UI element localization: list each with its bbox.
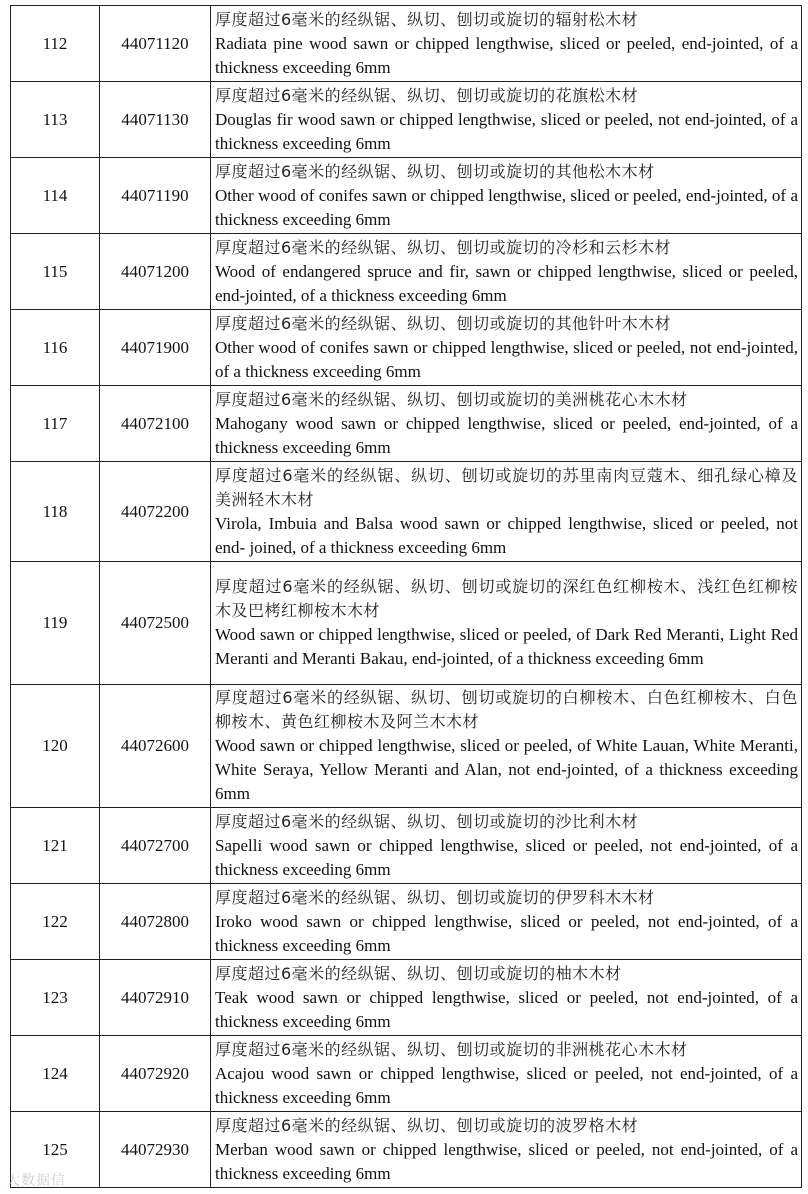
description-cell [211,808,802,884]
table-body [11,6,802,1188]
hs-code: 44071900 [100,310,211,386]
description-en: Teak wood sawn or chipped lengthwise, sliced or peeled, not end-jointed, of a thickness exceeding 6mm [215,987,798,1031]
description-cell [211,386,802,462]
description-cell [211,310,802,386]
description-zh: 厚度超过6毫米的经纵锯、纵切、刨切或旋切的非洲桃花心木木材 [215,1039,688,1059]
description-zh: 厚度超过6毫米的经纵锯、纵切、刨切或旋切的波罗格木材 [215,1115,639,1135]
description-en: Other wood of conifes sawn or chipped lengthwise, sliced or peeled, end-jointed, of a thickness exceeding 6mm [215,185,798,229]
description-zh: 厚度超过6毫米的经纵锯、纵切、刨切或旋切的白柳桉木、白色红柳桉木、白色柳桉木、黄色红柳桉木及阿兰木木材 [215,688,798,731]
row-number: 115 [11,234,100,310]
table-row [11,234,802,310]
description-en: Acajou wood sawn or chipped lengthwise, sliced or peeled, not end-jointed, of a thickness exceeding 6mm [215,1063,798,1107]
row-number: 120 [11,685,100,808]
hs-code: 44071190 [100,158,211,234]
table-row [11,808,802,884]
description-cell [211,82,802,158]
description-cell [211,685,802,808]
hs-code: 44071120 [100,6,211,82]
description-zh: 厚度超过6毫米的经纵锯、纵切、刨切或旋切的美洲桃花心木木材 [215,389,688,409]
table-row [11,386,802,462]
table-row [11,884,802,960]
description-cell [211,1036,802,1112]
table-row [11,6,802,82]
hs-code: 44072100 [100,386,211,462]
row-number: 113 [11,82,100,158]
description-en: Douglas fir wood sawn or chipped lengthwise, sliced or peeled, not end-jointed, of a thickness exceeding 6mm [215,109,798,153]
table-row [11,1112,802,1188]
watermark: 大数据信 [6,1173,66,1189]
description-cell [211,960,802,1036]
description-en: Other wood of conifes sawn or chipped lengthwise, sliced or peeled, not end-jointed, of a thickness exceeding 6mm [215,337,798,381]
description-en: Wood of endangered spruce and fir, sawn or chipped lengthwise, sliced or peeled, end-jointed, of a thickness exceeding 6mm [215,261,798,305]
hs-code: 44072700 [100,808,211,884]
description-zh: 厚度超过6毫米的经纵锯、纵切、刨切或旋切的伊罗科木木材 [215,887,655,907]
row-number: 121 [11,808,100,884]
description-en: Wood sawn or chipped lengthwise, sliced or peeled, of White Lauan, White Meranti, White Seraya, Yellow Meranti and Alan, not end-jointed, of a thickness exceeding 6mm [215,736,798,803]
description-en: Radiata pine wood sawn or chipped lengthwise, sliced or peeled, end-jointed, of a thickness exceeding 6mm [215,33,798,77]
description-en: Iroko wood sawn or chipped lengthwise, sliced or peeled, not end-jointed, of a thickness exceeding 6mm [215,911,798,955]
description-en: Virola, Imbuia and Balsa wood sawn or chipped lengthwise, sliced or peeled, not end- joined, of a thickness exceeding 6mm [215,513,798,557]
row-number: 118 [11,462,100,562]
table-row [11,685,802,808]
table-row [11,82,802,158]
description-zh: 厚度超过6毫米的经纵锯、纵切、刨切或旋切的其他针叶木木材 [215,313,672,333]
description-cell [211,6,802,82]
hs-code: 44072500 [100,562,211,685]
hs-code: 44071200 [100,234,211,310]
description-zh: 厚度超过6毫米的经纵锯、纵切、刨切或旋切的其他松木木材 [215,161,655,181]
table-row [11,462,802,562]
table-row [11,960,802,1036]
description-zh: 厚度超过6毫米的经纵锯、纵切、刨切或旋切的柚木木材 [215,963,622,983]
description-zh: 厚度超过6毫米的经纵锯、纵切、刨切或旋切的辐射松木材 [215,9,639,29]
row-number: 122 [11,884,100,960]
hs-code: 44072600 [100,685,211,808]
hs-code: 44072800 [100,884,211,960]
description-cell [211,884,802,960]
row-number: 123 [11,960,100,1036]
hs-code: 44071130 [100,82,211,158]
row-number: 116 [11,310,100,386]
hs-code: 44072200 [100,462,211,562]
row-number: 117 [11,386,100,462]
row-number: 124 [11,1036,100,1112]
description-zh: 厚度超过6毫米的经纵锯、纵切、刨切或旋切的苏里南肉豆蔻木、细孔绿心樟及美洲轻木木材 [215,465,798,509]
description-en: Merban wood sawn or chipped lengthwise, sliced or peeled, not end-jointed, of a thickness exceeding 6mm [215,1139,798,1183]
description-zh: 厚度超过6毫米的经纵锯、纵切、刨切或旋切的沙比利木材 [215,811,639,831]
table-row [11,158,802,234]
hs-code: 44072920 [100,1036,211,1112]
description-en: Sapelli wood sawn or chipped lengthwise, sliced or peeled, not end-jointed, of a thickness exceeding 6mm [215,835,798,879]
hs-code: 44072910 [100,960,211,1036]
description-cell [211,562,802,685]
table-row [11,310,802,386]
table-row [11,1036,802,1112]
row-number: 125 [11,1112,100,1188]
tariff-table [10,5,802,1188]
description-cell [211,234,802,310]
description-en: Wood sawn or chipped lengthwise, sliced or peeled, of Dark Red Meranti, Light Red Meranti and Meranti Bakau, end-jointed, of a thickness exceeding 6mm [215,625,798,668]
hs-code: 44072930 [100,1112,211,1188]
description-zh: 厚度超过6毫米的经纵锯、纵切、刨切或旋切的深红色红柳桉木、浅红色红柳桉木及巴栲红柳桉木木材 [215,577,798,620]
description-cell [211,462,802,562]
description-cell [211,158,802,234]
description-en: Mahogany wood sawn or chipped lengthwise, sliced or peeled, end-jointed, of a thickness exceeding 6mm [215,413,798,457]
description-cell [211,1112,802,1188]
description-zh: 厚度超过6毫米的经纵锯、纵切、刨切或旋切的花旗松木材 [215,85,639,105]
description-zh: 厚度超过6毫米的经纵锯、纵切、刨切或旋切的冷杉和云杉木材 [215,237,672,257]
table-row [11,562,802,685]
row-number: 119 [11,562,100,685]
row-number: 114 [11,158,100,234]
row-number: 112 [11,6,100,82]
